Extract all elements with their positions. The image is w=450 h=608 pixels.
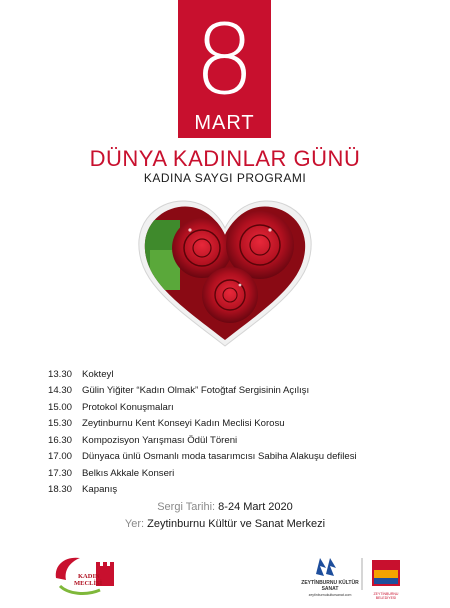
exhibit-place-label: Yer: — [124, 518, 145, 530]
program-text: Belkıs Akkale Konseri — [82, 467, 175, 479]
municipality-name: ZEYTİNBURNU BELEDİYESİ — [373, 592, 399, 600]
exhibit-date-label: Sergi Tarihi: — [157, 501, 216, 513]
banner-month: MART — [194, 112, 255, 134]
date-banner — [178, 0, 271, 138]
program-text: Zeytinburnu Kent Konseyi Kadın Meclisi Korosu — [82, 418, 285, 430]
kadin-meclisi-text: KADIN — [78, 573, 100, 580]
rose-heart-image — [120, 190, 330, 350]
program-text: Gülin Yiğiter “Kadın Olmak” Fotoğtaf Sergisinin Açılışı — [82, 385, 310, 397]
exhibit-date — [0, 501, 450, 513]
program-item — [48, 465, 438, 482]
program-item — [48, 383, 438, 400]
program-item — [48, 449, 438, 466]
program-item — [48, 432, 438, 449]
program-time: 18.30 — [48, 484, 73, 496]
kultur-sanat-url: zeytinburnukultursanat.com — [308, 593, 352, 597]
program-time: 15.30 — [48, 418, 73, 430]
program-item — [48, 416, 438, 433]
program-text: Dünyaca ünlü Osmanlı moda tasarımcısı Sabiha Alakuşu defilesi — [82, 451, 357, 463]
exhibit-date-value: 8-24 Mart 2020 — [218, 501, 293, 513]
program-item — [48, 366, 438, 383]
event-title: DÜNYA KADINLAR GÜNÜ — [89, 146, 361, 171]
program-text: Protokol Konuşmaları — [82, 401, 174, 413]
program-text: Kapanış — [82, 484, 118, 496]
program-time: 16.30 — [48, 434, 73, 446]
event-subtitle: KADINA SAYGI PROGRAMI — [143, 171, 307, 185]
program-time: 17.00 — [48, 451, 73, 463]
program-time: 13.30 — [48, 368, 73, 380]
program-item — [48, 482, 438, 499]
kadin-meclisi-logo — [50, 548, 122, 600]
program-time: 17.30 — [48, 467, 73, 479]
kultur-sanat-name: ZEYTİNBURNU KÜLTÜR SANAT zeytinburnukultursanat.com — [301, 580, 359, 597]
banner-day: 8 — [193, 4, 256, 116]
svg-text:MECLİSİ: MECLİSİ — [74, 580, 103, 587]
program-time: 14.30 — [48, 385, 73, 397]
program-text: Kokteyl — [82, 368, 114, 380]
exhibit-place — [0, 518, 450, 530]
program-list — [48, 366, 438, 498]
program-item — [48, 399, 438, 416]
exhibit-place-value: Zeytinburnu Kültür ve Sanat Merkezi — [147, 518, 326, 530]
program-time: 15.00 — [48, 401, 73, 413]
program-text: Kompozisyon Yarışması Ödül Töreni — [82, 434, 238, 446]
